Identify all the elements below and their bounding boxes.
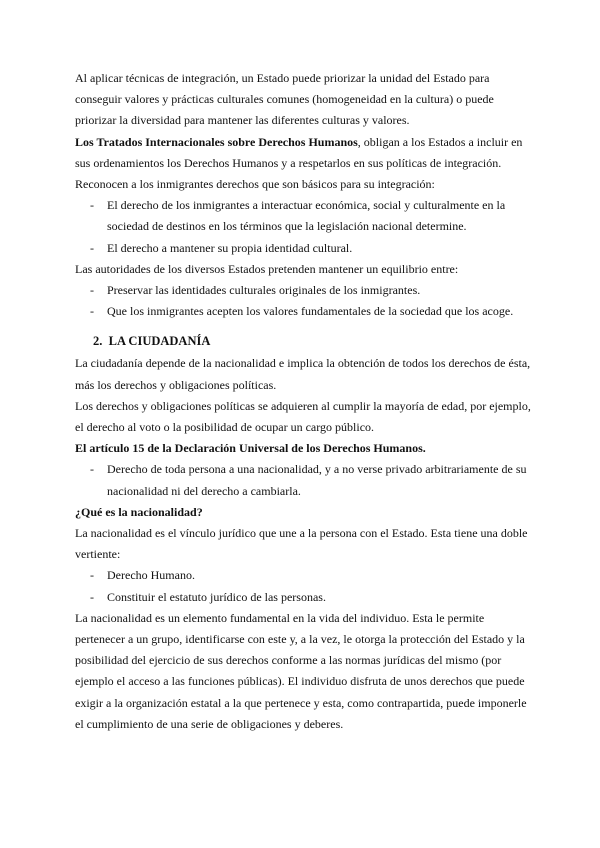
paragraph-recognize: Reconocen a los inmigrantes derechos que son básicos para su integración: xyxy=(75,177,435,192)
list-item xyxy=(75,280,533,301)
paragraph-integration: Al aplicar técnicas de integración, un Estado puede priorizar la unidad del Estado para conseguir valores y prácticas culturales comunes (homogeneidad en la cultura) o puede priorizar la diversidad para mantener las diferentes culturas y valores. xyxy=(75,71,494,128)
list-item-text: Derecho Humano. xyxy=(107,568,195,583)
paragraph-authorities: Las autoridades de los diversos Estados pretenden mantener un equilibrio entre: xyxy=(75,261,459,276)
list-item xyxy=(75,195,533,237)
section-number: 2. xyxy=(93,334,103,349)
dash-bullet: - xyxy=(90,462,94,477)
list-item-text: El derecho de los inmigrantes a interactuar económica, social y culturalmente en la sociedad de destinos en los términos que la legislación nacional determine. xyxy=(107,198,506,234)
paragraph-nationality-definition: La nacionalidad es el vínculo jurídico que une a la persona con el Estado. Esta tiene una doble vertiente: xyxy=(75,526,528,562)
paragraph-treaties xyxy=(75,132,533,174)
treaties-bold: Los Tratados Internacionales sobre Derechos Humanos xyxy=(75,134,358,149)
paragraph-nationality-importance: La nacionalidad es un elemento fundamental en la vida del individuo. Esta le permite pertenecer a un grupo, identificarse con este y, a la vez, le otorga la protección del Estado y la posibilidad del ejercicio de sus derechos conforme a las normas jurídicas del mismo (por ejemplo el acceso a las funciones públicas). El individuo disfruta de unos derechos que puede exigir a la organización estatal a la que pertenece y esta, como contrapartida, puede imponerle el cumplimiento de una serie de obligaciones y deberes. xyxy=(75,610,527,731)
paragraph-political-rights: Los derechos y obligaciones políticas se adquieren al cumplir la mayoría de edad, por ejemplo, el derecho al voto o la posibilidad de ocupar un cargo público. xyxy=(75,398,531,435)
dash-bullet: - xyxy=(90,240,94,255)
dash-bullet: - xyxy=(90,198,94,213)
list-item-text: Derecho de toda persona a una nacionalidad, y a no verse privado arbitrariamente de su nacionalidad ni del derecho a cambiarla. xyxy=(107,462,527,498)
section-heading xyxy=(75,330,533,352)
list-item xyxy=(75,301,533,322)
dash-bullet: - xyxy=(90,568,94,583)
list-item-text: El derecho a mantener su propia identidad cultural. xyxy=(107,240,353,255)
paragraph-article-15: El artículo 15 de la Declaración Universal de los Derechos Humanos. xyxy=(75,441,426,456)
list-item-text: Que los inmigrantes acepten los valores fundamentales de la sociedad que los acoge. xyxy=(107,304,514,319)
list-item xyxy=(75,565,533,586)
question-heading: ¿Qué es la nacionalidad? xyxy=(75,504,203,519)
paragraph-citizenship: La ciudadanía depende de la nacionalidad e implica la obtención de todos los derechos de ésta, más los derechos y obligaciones políticas. xyxy=(75,356,531,392)
list-item xyxy=(75,238,533,259)
list-item-text: Constituir el estatuto jurídico de las personas. xyxy=(107,589,326,604)
list-item xyxy=(75,587,533,608)
list-item xyxy=(75,459,533,501)
dash-bullet: - xyxy=(90,589,94,604)
section-title: LA CIUDADANÍA xyxy=(108,334,211,349)
treaties-rest: , obligan a los Estados a incluir en sus ordenamientos los Derechos Humanos y a respetarlos en sus políticas de integración. xyxy=(75,134,523,170)
list-item-text: Preservar las identidades culturales originales de los inmigrantes. xyxy=(107,283,421,298)
document-body xyxy=(75,68,533,735)
dash-bullet: - xyxy=(90,304,94,319)
dash-bullet: - xyxy=(90,283,94,298)
